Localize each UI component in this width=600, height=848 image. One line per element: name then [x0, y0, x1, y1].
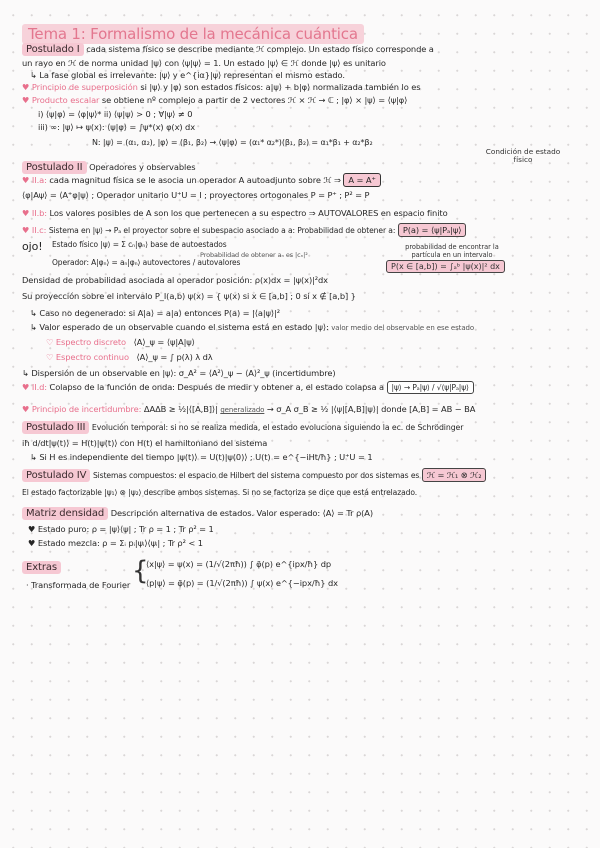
- postulado-4-line-1: [22, 470, 486, 481]
- degenerado-line: ↳ Caso no degenerado: si A|a⟩ = a|a⟩ entonces P(a) = |⟨a|ψ⟩|²: [30, 308, 280, 318]
- condicion-estado-note: Condición de estado físico: [485, 147, 561, 164]
- espectro-discreto-line: [46, 337, 195, 347]
- superposicion-text: si |ψ⟩ y |φ⟩ son estados físicos: a|ψ⟩ + b|φ⟩ normalizada también lo es: [140, 82, 421, 92]
- probabilidad-intervalo-note: probabilidad de encontrar la partícula en un intervalo: [405, 243, 499, 259]
- ojo-line-1: Estado físico |ψ⟩ = Σ cₙ|φₙ⟩ base de autoestados: [52, 240, 227, 249]
- postulado-2a-line: [22, 175, 381, 185]
- matriz-densidad-text: Descripción alternativa de estados. Valor esperado: ⟨A⟩ = Tr ρ(A): [110, 508, 373, 518]
- postulado-2b-text: Los valores posibles de A son los que pertenecen a su espectro ⇒ AUTOVALORES en espacio finito: [49, 208, 448, 218]
- incertidumbre-label: ♥ Principio de incertidumbre:: [22, 404, 142, 414]
- probabilidad-intervalo-box: P(x ∈ [a,b]) = ∫ₐᵇ |ψ(x)|² dx: [386, 260, 505, 273]
- matriz-densidad-label: Matriz densidad: [22, 507, 108, 520]
- fourier-formula-2: ⟨p|ψ⟩ = φ̃(p) = (1/√(2πħ)) ∫ ψ(x) e^{−ipx/ħ} dx: [146, 578, 338, 588]
- postulado-4-text-1: Sistemas compuestos: el espacio de Hilbert del sistema compuesto por dos sistemas es: [92, 471, 420, 480]
- postulado-4-text-2: El estado factorizable |ψ₁⟩ ⊗ |ψ₂⟩ describe ambos sistemas. Si no se factoriza se dice que está entrelazado.: [22, 488, 418, 497]
- postulado-1-text-2: un rayo en ℋ de norma unidad |ψ⟩ con ⟨ψ|ψ⟩ = 1. Un estado |ψ⟩ ∈ ℋ donde |ψ⟩ es unitario: [22, 58, 386, 68]
- matriz-densidad-line: [22, 508, 373, 519]
- postulado-2a-label: ♥ II.a:: [22, 175, 47, 185]
- postulado-2d-line: [22, 382, 474, 393]
- postulado-2-heading-line: [22, 162, 195, 173]
- extras-label: Extras: [22, 561, 61, 574]
- postulado-1-label: Postulado I: [22, 43, 84, 56]
- postulado-2b-line: [22, 208, 448, 218]
- escalar-prop-3b: N: |ψ⟩ = (α₁, α₂), |φ⟩ = (β₁, β₂) → ⟨ψ|φ⟩ = (α₁* α₂*)(β₁, β₂) = α₁*β₁ + α₂*β₂: [92, 138, 373, 147]
- postulado-1-line-1: [22, 44, 434, 55]
- postulado-2a-text: cada magnitud física se le asocia un operador A autoadjunto sobre ℋ ⇒: [49, 175, 341, 185]
- postulado-2c-label: ♥ II.c:: [22, 225, 47, 235]
- postulado-1-text-1: cada sistema físico se describe mediante ℋ complejo. Un estado físico corresponde a: [86, 44, 434, 54]
- postulado-1-text-3: ↳ La fase global es irrelevante: |ψ⟩ y e^{iα}|ψ⟩ representan el mismo estado.: [30, 70, 345, 80]
- proyeccion-line: Su proyección sobre el intervalo P_I(a,b) ψ(x) = { ψ(x) si x ∈ [a,b] ; 0 si x ∉ [a,b] }: [22, 291, 356, 301]
- incertidumbre-generalizado: σ_A σ_B ≥ ½ |⟨ψ|[A,B]|ψ⟩| donde [A,B] = AB − BA: [276, 404, 476, 414]
- densidad-line: Densidad de probabilidad asociada al operador posición: ρ(x)dx = |ψ(x)|²dx: [22, 275, 328, 285]
- discreto-label: ♡ Espectro discreto: [46, 337, 126, 347]
- continuo-formula: ⟨A⟩_ψ = ∫ p(λ) λ dλ: [136, 352, 213, 362]
- hilbert-compuesto-box: ℋ = ℋ₁ ⊗ ℋ₂: [422, 468, 487, 482]
- espectro-continuo-line: [46, 352, 213, 362]
- postulado-2b-label: ♥ II.b:: [22, 208, 47, 218]
- postulado-3-text-1: Evolución temporal: si no se realiza medida, el estado evoluciona siguiendo la ec. de Schrödinger: [91, 423, 464, 432]
- postulado-2d-label: ♥ II.d:: [22, 382, 47, 392]
- postulado-3-line-1: [22, 422, 463, 433]
- postulado-2c-line: [22, 225, 466, 236]
- incertidumbre-line: ♥ Principio de incertidumbre: ΔAΔB ≥ ½|⟨[A,B]⟩| generalizado → σ_A σ_B ≥ ½ |⟨ψ|[A,B]|ψ⟩| donde [A,B] = AB − BA: [22, 404, 476, 414]
- postulado-4-label: Postulado IV: [22, 469, 90, 482]
- estado-mezcla-line: ♥ Estado mezcla: ρ = Σᵢ pᵢ|ψᵢ⟩⟨ψᵢ| ; Tr ρ² < 1: [28, 538, 203, 548]
- page-title: Tema 1: Formalismo de la mecánica cuántica: [22, 24, 364, 44]
- continuo-label: ♡ Espectro continuo: [46, 352, 129, 362]
- fourier-formula-1: ⟨x|ψ⟩ = ψ(x) = (1/√(2πħ)) ∫ φ̃(p) e^{ipx/ħ} dp: [146, 559, 332, 569]
- postulado-3-text-2: iħ d/dt|ψ(t)⟩ = H(t)|ψ(t)⟩ con H(t) el hamiltoniano del sistema: [22, 438, 268, 448]
- ojo-label: ojo!: [22, 240, 43, 253]
- estado-puro-line: ♥ Estado puro: ρ = |ψ⟩⟨ψ| ; Tr ρ = 1 ; Tr ρ² = 1: [28, 524, 214, 534]
- postulado-2a-line-2: ⟨φ|Aψ⟩ = ⟨A⁺φ|ψ⟩ ; Operador unitario U⁺U = I ; proyectores ortogonales P = P⁺ ; P² = P: [22, 190, 370, 200]
- extras-heading: [22, 562, 61, 573]
- postulado-3-text-3: ↳ Si H es independiente del tiempo |ψ(t)⟩ = U(t)|ψ(0)⟩ ; U(t) = e^{−iHt/ħ} ; U⁺U = 1: [30, 452, 373, 462]
- escalar-label: ♥ Producto escalar: [22, 95, 100, 105]
- ojo-note-1: Probabilidad de obtener aₙ es |cₙ|²: [200, 251, 308, 259]
- superposicion-label: ♥ Principio de superposición: [22, 82, 138, 92]
- esperado-line: [30, 322, 474, 333]
- postulado-2d-text: Colapso de la función de onda: Después de medir y obtener a, el estado colapsa a: [49, 382, 384, 392]
- autoadjunto-box: A = A⁺: [343, 173, 380, 187]
- postulado-2-heading: Operadores y observables: [89, 162, 196, 172]
- superposicion-line: [22, 82, 420, 92]
- escalar-text: se obtiene nº complejo a partir de 2 vectores ℋ × ℋ → ℂ ; |φ⟩ × |ψ⟩ = ⟨ψ|φ⟩: [101, 95, 408, 105]
- postulado-2c-text: Sistema en |ψ⟩ → Pₐ el proyector sobre el subespacio asociado a a: Probabilidad de obtener a:: [48, 226, 396, 235]
- postulado-2-label: Postulado II: [22, 161, 87, 174]
- fourier-label: · Transformada de Fourier: [26, 580, 131, 590]
- generalizado-label: generalizado: [220, 406, 265, 414]
- probabilidad-box: P(a) = ⟨ψ|Pₐ|ψ⟩: [398, 223, 467, 237]
- esperado-text: ↳ Valor esperado de un observable cuando el sistema está en estado |ψ⟩:: [30, 322, 329, 332]
- incertidumbre-text: ΔAΔB ≥ ½|⟨[A,B]⟩|: [143, 404, 218, 414]
- esperado-note: valor medio del observable en ese estado: [331, 324, 475, 332]
- discreto-formula: ⟨A⟩_ψ = ⟨ψ|A|ψ⟩: [133, 337, 195, 347]
- escalar-line: [22, 95, 407, 105]
- colapso-box: |ψ⟩ → Pₐ|ψ⟩ / √⟨ψ|Pₐ|ψ⟩: [387, 381, 474, 394]
- probabilidad-intervalo-formula: [386, 262, 505, 271]
- dispersion-line: ↳ Dispersión de un observable en |ψ⟩: σ_A² = ⟨A²⟩_ψ − ⟨A⟩²_ψ (incertidumbre): [22, 368, 336, 378]
- escalar-prop-1: i) ⟨ψ|φ⟩ = ⟨φ|ψ⟩* ii) ⟨ψ|ψ⟩ > 0 ; ∀|ψ⟩ ≠ 0: [38, 109, 193, 119]
- postulado-3-label: Postulado III: [22, 421, 89, 434]
- ojo-line-2: Operador: A|φₙ⟩ = aₙ|φₙ⟩ autovectores / autovalores: [52, 258, 241, 267]
- escalar-prop-3a: iii) ∞: |ψ⟩ ↦ ψ(x): ⟨ψ|φ⟩ = ∫ψ*(x) φ(x) dx: [38, 122, 196, 132]
- fourier-brace: {: [132, 556, 149, 586]
